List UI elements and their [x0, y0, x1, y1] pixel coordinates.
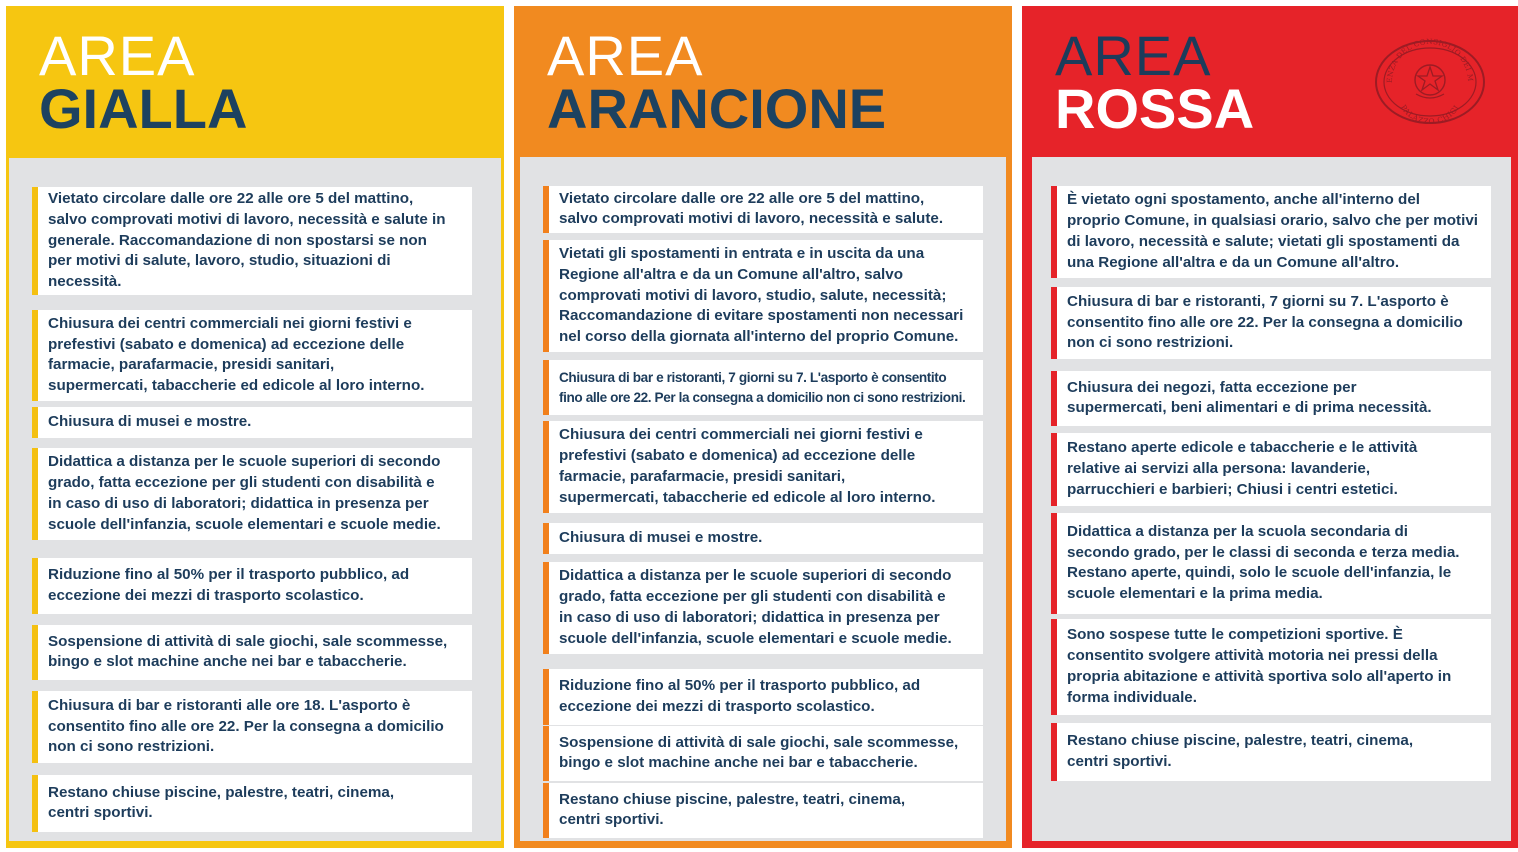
heading-area-word: AREA	[39, 24, 196, 87]
rule-text-line: Riduzione fino al 50% per il trasporto pubblico, ad	[48, 566, 410, 584]
heading-area-word: AREA	[547, 24, 704, 87]
rules-container	[520, 157, 1006, 841]
rule-text-line: Chiusura dei negozi, fatta eccezione per	[1067, 378, 1357, 396]
rule-text-line: Vietati gli spostamenti in entrata e in uscita da una	[559, 245, 925, 262]
rule-text-line: Chiusura di musei e mostre.	[48, 413, 252, 431]
rule-text-line: salvo comprovati motivi di lavoro, necessità e salute.	[559, 210, 944, 228]
rule-item	[32, 448, 472, 540]
rule-text-line: Regione all'altra e da un Comune all'altro, salvo	[559, 265, 903, 283]
rule-text-line: scuole dell'infanzia, scuole elementari e scuole medie.	[48, 515, 441, 533]
rule-text-line: centri sportivi.	[559, 811, 664, 829]
presidenza-seal-icon	[1372, 38, 1488, 124]
area-rossa-heading	[1055, 24, 1255, 140]
rule-accent-bar	[1051, 287, 1057, 359]
rule-text-line: farmacie, parafarmacie, presidi sanitari,	[48, 356, 335, 374]
rule-text-line: propria abitazione e attività sportiva solo all'aperto in	[1067, 667, 1452, 685]
rule-text-line: proprio Comune, in qualsiasi orario, salvo che per motivi	[1067, 212, 1478, 230]
rule-text-line: Chiusura dei centri commerciali nei giorni festivi e	[48, 314, 412, 332]
rule-text-line: Didattica a distanza per le scuole superiori di secondo	[48, 453, 441, 471]
rule-accent-bar	[543, 562, 549, 654]
heading-color-word: GIALLA	[39, 77, 248, 140]
rule-item	[543, 360, 983, 415]
rule-text-line: Didattica a distanza per la scuola secondaria di	[1067, 522, 1408, 540]
rule-text-line: relative ai servizi alla persona: lavanderie,	[1067, 460, 1371, 478]
rule-text-line: bingo e slot machine anche nei bar e tabaccherie.	[559, 754, 918, 772]
rule-item	[32, 558, 472, 614]
rule-text-line: forma individuale.	[1067, 688, 1197, 706]
rule-text-line: Sospensione di attività di sale giochi, sale scommesse,	[48, 632, 448, 650]
rule-item	[32, 407, 472, 438]
rule-text-line: Sono sospese tutte le competizioni sportive. È	[1067, 626, 1403, 644]
rule-text-line: in caso di uso di laboratori; didattica in presenza per	[48, 494, 429, 512]
rule-text-line: grado, fatta eccezione per gli studenti con disabilità e	[48, 474, 435, 492]
rule-text-line: nel corso della giornata all'interno del proprio Comune.	[559, 328, 959, 346]
rule-text-line: Sospensione di attività di sale giochi, sale scommesse,	[559, 733, 959, 751]
rule-item	[543, 783, 983, 838]
area-arancione-heading	[547, 24, 887, 140]
area-rossa-panel	[1022, 6, 1518, 848]
rule-item	[543, 240, 983, 352]
rule-text-line: salvo comprovati motivi di lavoro, necessità e salute in	[48, 210, 446, 228]
rule-text-line: Restano chiuse piscine, palestre, teatri, cinema,	[1067, 732, 1414, 750]
rule-text-line: Restano aperte, quindi, solo le scuole dell'infanzia, le	[1067, 564, 1452, 582]
rule-text-line: supermercati, beni alimentari e di prima necessità.	[1067, 399, 1432, 417]
rule-text-line: Restano aperte edicole e tabaccherie e le attività	[1067, 439, 1418, 457]
rule-item	[1051, 287, 1491, 359]
rule-text-line: Riduzione fino al 50% per il trasporto pubblico, ad	[559, 677, 921, 695]
rule-accent-bar	[1051, 186, 1057, 278]
rule-accent-bar	[543, 523, 549, 554]
rule-item	[32, 775, 472, 832]
rule-accent-bar	[32, 775, 38, 832]
rule-text-line: una Regione all'altra e da un Comune all'altro.	[1067, 253, 1400, 271]
rule-accent-bar	[32, 558, 38, 614]
rule-item	[543, 186, 983, 233]
rule-accent-bar	[32, 448, 38, 540]
rule-text-line: non ci sono restrizioni.	[1067, 334, 1234, 352]
rule-text-line: consentito fino alle ore 22. Per la consegna a domicilio	[1067, 313, 1463, 331]
rule-item	[1051, 433, 1491, 506]
rule-accent-bar	[1051, 513, 1057, 614]
rule-item	[1051, 723, 1491, 781]
rule-text-line: Vietato circolare dalle ore 22 alle ore 5 del mattino,	[48, 190, 414, 207]
rule-text-line: per motivi di salute, lavoro, studio, situazioni di	[48, 252, 391, 270]
area-gialla-heading	[39, 24, 248, 140]
rule-item	[32, 691, 472, 763]
rule-text-line: bingo e slot machine anche nei bar e tabaccherie.	[48, 653, 407, 671]
rule-accent-bar	[1051, 723, 1057, 781]
rule-text-line: parrucchieri e barbieri; Chiusi i centri estetici.	[1067, 480, 1398, 498]
rule-accent-bar	[32, 187, 38, 295]
rule-text-line: centri sportivi.	[48, 804, 153, 822]
rule-text-line: prefestivi (sabato e domenica) ad eccezione delle	[559, 447, 916, 465]
rule-item	[1051, 619, 1491, 715]
svg-text:PRESIDENZA DEL CONSIGLIO DEI M: ENZA DEL CONSIGLIO DEI M	[1384, 38, 1476, 84]
rule-text-line: necessità.	[48, 273, 122, 291]
rule-accent-bar	[32, 691, 38, 763]
rule-text-line: eccezione dei mezzi di trasporto scolastico.	[48, 586, 364, 604]
rule-text-line: scuole dell'infanzia, scuole elementari e scuole medie.	[559, 629, 952, 647]
rule-item	[32, 310, 472, 401]
area-arancione-panel	[514, 6, 1012, 848]
rule-item	[1051, 186, 1491, 278]
rules-container	[1032, 157, 1511, 841]
rule-text-line: consentito svolgere attività motoria nei pressi della	[1067, 647, 1438, 665]
rule-accent-bar	[543, 421, 549, 513]
rule-item	[543, 523, 983, 554]
rule-text-line: È vietato ogni spostamento, anche all'interno del	[1067, 191, 1420, 209]
rule-text-line: non ci sono restrizioni.	[48, 738, 215, 756]
rule-text-line: farmacie, parafarmacie, presidi sanitari,	[559, 467, 846, 485]
rule-text-line: in caso di uso di laboratori; didattica in presenza per	[559, 608, 940, 626]
rule-text-line: Chiusura di bar e ristoranti, 7 giorni su 7. L'asporto è	[1067, 292, 1449, 310]
rule-accent-bar	[543, 669, 549, 725]
rule-text-line: generale. Raccomandazione di non spostarsi se non	[48, 231, 427, 249]
rule-accent-bar	[543, 726, 549, 781]
rule-text-line: Chiusura dei centri commerciali nei giorni festivi e	[559, 426, 923, 444]
rule-text-line: scuole elementari e la prima media.	[1067, 585, 1323, 603]
rule-text-line: secondo grado, per le classi di seconda e terza media.	[1067, 543, 1460, 561]
rule-text-line: Didattica a distanza per le scuole superiori di secondo	[559, 567, 952, 585]
rule-text-line: di lavoro, necessità e salute; vietati gli spostamenti da	[1067, 232, 1460, 250]
rule-text-line: consentito fino alle ore 22. Per la consegna a domicilio	[48, 717, 444, 735]
rule-text-line: centri sportivi.	[1067, 752, 1172, 770]
area-gialla-panel	[6, 6, 504, 848]
rule-text-line: Chiusura di bar e ristoranti, 7 giorni su 7. L'asporto è consentito	[559, 369, 947, 385]
rule-accent-bar	[543, 240, 549, 352]
rule-accent-bar	[32, 625, 38, 680]
rule-accent-bar	[1051, 371, 1057, 426]
rule-item	[32, 625, 472, 680]
rule-text-line: Vietato circolare dalle ore 22 alle ore 5 del mattino,	[559, 189, 925, 207]
heading-area-word: AREA	[1055, 24, 1212, 87]
rule-item	[1051, 513, 1491, 614]
rule-item	[32, 187, 472, 295]
rule-text-line: Chiusura di musei e mostre.	[559, 529, 763, 547]
rule-accent-bar	[543, 360, 549, 415]
rule-text-line: Chiusura di bar e ristoranti alle ore 18. L'asporto è	[48, 696, 411, 714]
rule-accent-bar	[543, 186, 549, 233]
svg-text:PALAZZO CHIGI: PALAZZO CHIGI	[1398, 103, 1462, 124]
rule-text-line: comprovati motivi di lavoro, studio, salute, necessità;	[559, 286, 947, 304]
rule-text-line: grado, fatta eccezione per gli studenti con disabilità e	[559, 588, 946, 606]
heading-color-word: ROSSA	[1055, 77, 1255, 140]
rule-item	[1051, 371, 1491, 426]
rule-text-line: fino alle ore 22. Per la consegna a domicilio non ci sono restrizioni.	[559, 389, 966, 405]
rule-accent-bar	[1051, 619, 1057, 715]
rule-text-line: supermercati, tabaccherie ed edicole al loro interno.	[559, 488, 936, 506]
rule-item	[543, 669, 983, 725]
rule-text-line: Restano chiuse piscine, palestre, teatri, cinema,	[48, 783, 395, 801]
rule-text-line: Raccomandazione di evitare spostamenti non necessari	[559, 307, 964, 325]
rules-container	[9, 158, 501, 841]
rule-item	[543, 562, 983, 654]
rule-accent-bar	[1051, 433, 1057, 506]
rule-text-line: Restano chiuse piscine, palestre, teatri, cinema,	[559, 790, 906, 808]
rule-accent-bar	[32, 310, 38, 401]
rule-item	[543, 421, 983, 513]
rule-accent-bar	[32, 407, 38, 438]
rule-item	[543, 726, 983, 781]
rule-text-line: supermercati, tabaccherie ed edicole al loro interno.	[48, 377, 425, 395]
heading-color-word: ARANCIONE	[547, 77, 887, 140]
rule-text-line: prefestivi (sabato e domenica) ad eccezione delle	[48, 335, 405, 353]
rule-accent-bar	[543, 783, 549, 838]
rule-text-line: eccezione dei mezzi di trasporto scolastico.	[559, 697, 875, 715]
